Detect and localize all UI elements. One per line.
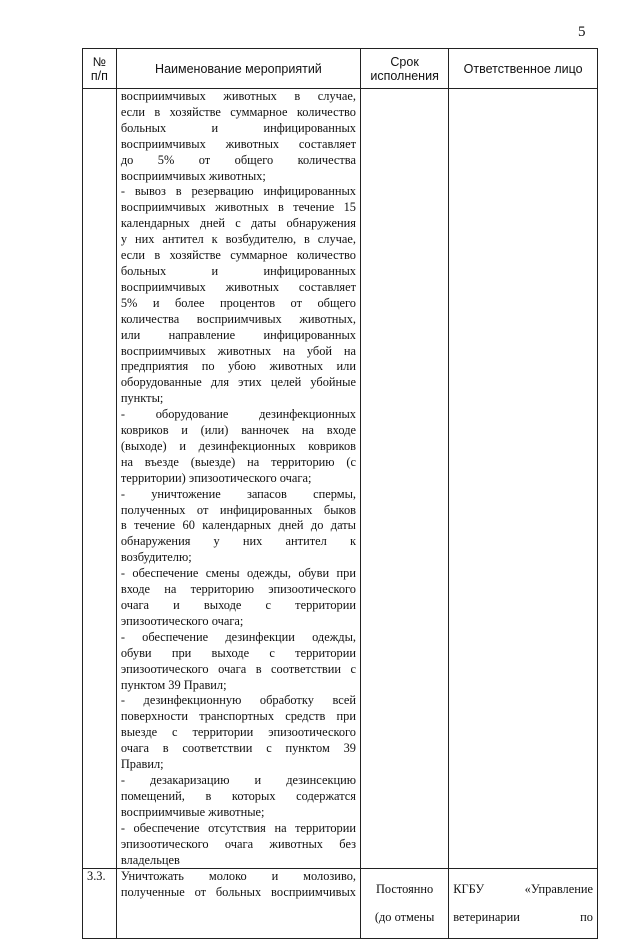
measure-text-line: пункты; bbox=[120, 391, 164, 406]
measure-text-line: - оборудование дезинфекционных bbox=[120, 407, 356, 422]
page-number: 5 bbox=[578, 24, 586, 40]
table-row-3-3 bbox=[83, 869, 598, 938]
header-deadline: Срок исполнения bbox=[361, 49, 449, 89]
measure-text-line: очага в соответствии с пунктом 39 bbox=[120, 741, 356, 756]
measure-text-line: восприимчивых животных составляет bbox=[120, 136, 356, 151]
measure-text-line: количества восприимчивых животных, bbox=[120, 311, 356, 326]
measure-text-line: оборудованные для этих целей убойные bbox=[120, 375, 356, 390]
cell-responsible-3-3 bbox=[449, 869, 598, 938]
measure-text-line: до 5% от общего количества bbox=[120, 152, 356, 167]
cell-measure-3-3 bbox=[116, 869, 360, 938]
deadline-text-line: Постоянно bbox=[375, 881, 434, 896]
measure-text-line: эпизоотического очага в соответствии с bbox=[120, 661, 356, 676]
measure-text-line: Уничтожать молоко и молозиво, bbox=[120, 869, 356, 884]
cell-deadline-3-3 bbox=[361, 869, 449, 938]
measure-text-line: больных и инфицированных bbox=[120, 120, 356, 135]
measure-text-line: предприятия по убою животных или bbox=[120, 359, 356, 374]
measure-text-line: очага и выходе с территории bbox=[120, 598, 356, 612]
measure-text-line: восприимчивых животных составляет bbox=[120, 279, 356, 294]
measure-text-line: если в хозяйстве суммарное количество bbox=[120, 104, 356, 119]
measure-text-line: полученных от инфицированных быков bbox=[120, 502, 356, 517]
measure-text-line: календарных дней с даты обнаружения bbox=[120, 216, 356, 231]
measure-text-line: выезде с территории эпизоотического bbox=[120, 725, 356, 740]
cell-deadline-empty bbox=[361, 89, 449, 869]
measure-text-line: возбудителю; bbox=[120, 550, 192, 565]
measure-text-line: - дезакаризацию и дезинсекцию bbox=[120, 772, 356, 787]
measures-table bbox=[82, 48, 598, 939]
measure-text-line: - обеспечение смены одежды, обуви при bbox=[120, 566, 356, 581]
table-header-row bbox=[83, 49, 598, 89]
measure-text-line: - обеспечение дезинфекции одежды, bbox=[120, 629, 356, 644]
measure-text-line: эпизоотического очага животных без bbox=[120, 836, 356, 851]
measure-text-line: пунктом 39 Правил; bbox=[120, 677, 227, 692]
measure-text-line: или направление инфицированных bbox=[120, 327, 356, 342]
measure-text-line: эпизоотического очага; bbox=[120, 613, 244, 628]
measure-text-line: входе на территорию эпизоотического bbox=[120, 582, 356, 597]
header-number: № п/п bbox=[83, 49, 117, 89]
header-responsible: Ответственное лицо bbox=[449, 49, 598, 89]
measure-text-line: если в хозяйстве суммарное количество bbox=[120, 248, 356, 263]
measure-text-line: - обеспечение отсутствия на территории bbox=[120, 820, 356, 835]
measure-text-line: восприимчивые животные; bbox=[120, 804, 265, 819]
measure-text-line: в течение 60 календарных дней до даты bbox=[120, 518, 356, 533]
measure-text-line: обуви при выходе с территории bbox=[120, 645, 356, 660]
cell-number-3-3: 3.3. bbox=[83, 869, 117, 938]
measure-text-line: - дезинфекционную обработку всей bbox=[120, 693, 356, 708]
cell-number-empty bbox=[83, 89, 117, 869]
measure-text-line: больных и инфицированных bbox=[120, 263, 356, 278]
deadline-text-line: (до отмены bbox=[374, 909, 435, 924]
measure-text-line: Правил; bbox=[120, 757, 164, 772]
table-row-continued bbox=[83, 89, 598, 869]
responsible-text-line: ветеринарии по bbox=[453, 909, 593, 924]
measure-text-line: ковриков и (или) ванночек на входе bbox=[120, 423, 356, 438]
measure-text-line: восприимчивых животных; bbox=[120, 168, 266, 183]
measure-text-line: 5% и более процентов от общего bbox=[120, 295, 356, 310]
measure-text-line: восприимчивых животных на убой на bbox=[120, 343, 356, 358]
measure-text-line: восприимчивых животных в течение 15 bbox=[120, 200, 356, 215]
measure-text-line: поверхности транспортных средств при bbox=[120, 709, 356, 724]
measure-text-line: у них антител к возбудителю, в случае, bbox=[120, 232, 356, 247]
measure-text-line: помещений, в которых содержатся bbox=[120, 788, 356, 803]
measure-text-line: восприимчивых животных в случае, bbox=[120, 89, 356, 103]
measure-text-line: - вывоз в резервацию инфицированных bbox=[120, 184, 356, 199]
responsible-text-line: КГБУ «Управление bbox=[453, 881, 593, 896]
cell-responsible-empty bbox=[449, 89, 598, 869]
measure-text-line: полученные от больных восприимчивых bbox=[120, 884, 356, 899]
measure-text-line: территории) эпизоотического очага; bbox=[120, 470, 312, 485]
measure-text-line: владельцев bbox=[120, 852, 180, 867]
measure-text-line: на въезде (выезде) на территорию (с bbox=[120, 454, 356, 469]
measure-text-line: (выходе) и дезинфекционных ковриков bbox=[120, 438, 356, 453]
cell-measure-continued bbox=[116, 89, 360, 869]
header-measure: Наименование мероприятий bbox=[116, 49, 360, 89]
measure-text-line: обнаружения у них антител к bbox=[120, 534, 356, 549]
measure-text-line: - уничтожение запасов спермы, bbox=[120, 486, 356, 501]
